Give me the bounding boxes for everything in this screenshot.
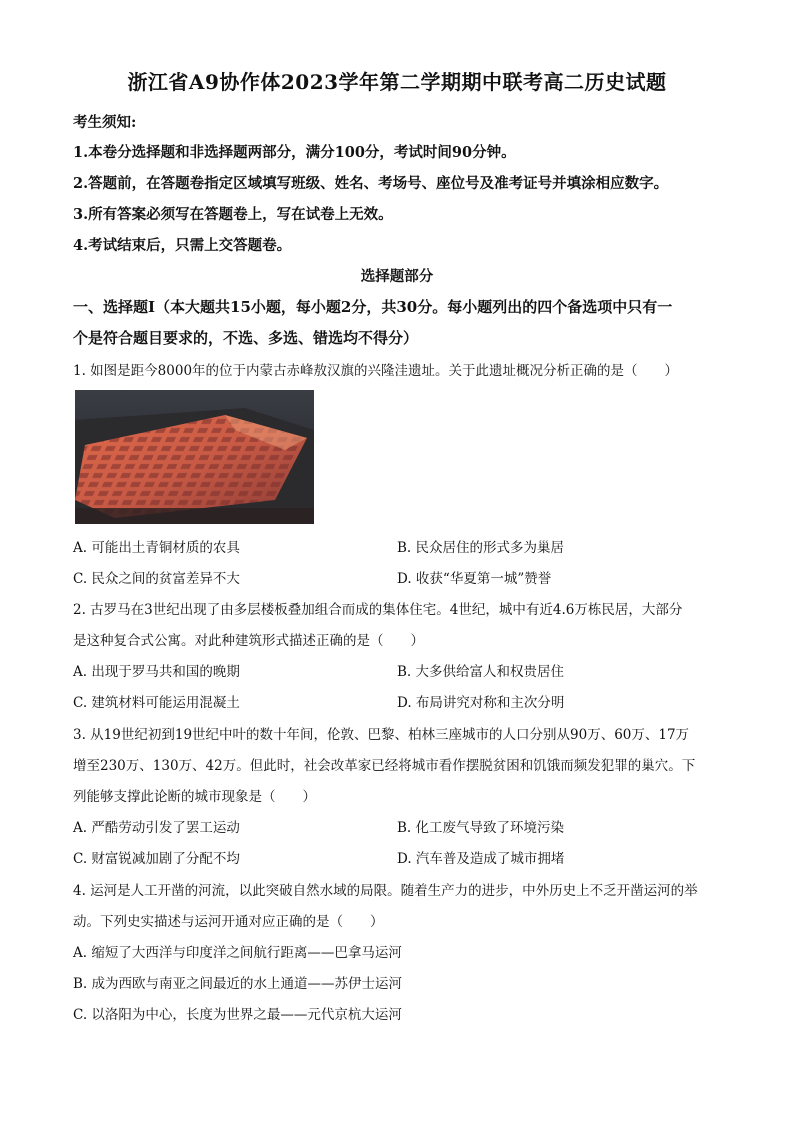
notice-item-3: 3.所有答案必须写在答题卷上，写在试卷上无效。	[73, 206, 393, 223]
notice-item-4: 4.考试结束后，只需上交答题卷。	[73, 237, 292, 254]
q4-stem-line2: 动。下列史实描述与运河开通对应正确的是（ ）	[73, 914, 384, 930]
q3-option-b: B. 化工废气导致了环境污染	[397, 820, 565, 836]
q3-option-c: C. 财富锐减加剧了分配不均	[73, 851, 240, 867]
q2-option-b: B. 大多供给富人和权贵居住	[397, 664, 565, 680]
part-heading-line1: 一、选择题Ⅰ（本大题共15小题，每小题2分，共30分。每小题列出的四个备选项中只有一	[73, 298, 673, 316]
q2-stem-line1: 2. 古罗马在3世纪出现了由多层楼板叠加组合而成的集体住宅。4世纪，城中有近4.6万栋民居，大部分	[73, 602, 683, 618]
section-title: 选择题部分	[360, 268, 434, 285]
q3-stem-line3: 列能够支撑此论断的城市现象是（ ）	[73, 789, 316, 805]
q1-option-c: C. 民众之间的贫富差异不大	[73, 571, 240, 587]
part-heading-line2: 个是符合题目要求的，不选、多选、错选均不得分）	[73, 329, 419, 347]
q2-option-d: D. 布局讲究对称和主次分明	[397, 695, 565, 711]
q2-option-a: A. 出现于罗马共和国的晚期	[73, 664, 240, 680]
q4-option-c: C. 以洛阳为中心，长度为世界之最——元代京杭大运河	[73, 1007, 402, 1023]
q3-option-d: D. 汽车普及造成了城市拥堵	[397, 851, 565, 867]
q1-option-a: A. 可能出土青铜材质的农具	[73, 540, 240, 556]
notice-heading: 考生须知:	[73, 114, 137, 131]
q3-stem-line1: 3. 从19世纪初到19世纪中叶的数十年间，伦敦、巴黎、柏林三座城市的人口分别从90万、60万、17万	[73, 727, 690, 743]
q1-stem: 1. 如图是距今8000年的位于内蒙古赤峰敖汉旗的兴隆洼遗址。关于此遗址概况分析正确的是（ ）	[73, 363, 679, 379]
q4-stem-line1: 4. 运河是人工开凿的河流，以此突破自然水域的局限。随着生产力的进步，中外历史上不乏开凿运河的举	[73, 883, 698, 899]
q2-option-c: C. 建筑材料可能运用混凝土	[73, 695, 240, 711]
q1-option-d: D. 收获“华夏第一城”赞誉	[397, 571, 552, 587]
q4-option-a: A. 缩短了大西洋与印度洋之间航行距离——巴拿马运河	[73, 945, 402, 961]
exam-title: 浙江省A9协作体2023学年第二学期期中联考高二历史试题	[127, 70, 667, 94]
notice-item-1: 1.本卷分选择题和非选择题两部分，满分100分，考试时间90分钟。	[73, 144, 516, 161]
xinglongwa-site-photo	[75, 390, 314, 524]
q3-stem-line2: 增至230万、130万、42万。但此时，社会改革家已经将城市看作摆脱贫困和饥饿而频发犯罪的巢穴。下	[73, 758, 696, 774]
q1-option-b: B. 民众居住的形式多为巢居	[397, 540, 565, 556]
q3-option-a: A. 严酷劳动引发了罢工运动	[73, 820, 240, 836]
q4-option-b: B. 成为西欧与南亚之间最近的水上通道——苏伊士运河	[73, 976, 403, 992]
notice-item-2: 2.答题前，在答题卷指定区域填写班级、姓名、考场号、座位号及准考证号并填涂相应数字。	[73, 175, 669, 192]
q2-stem-line2: 是这种复合式公寓。对此种建筑形式描述正确的是（ ）	[73, 633, 424, 649]
